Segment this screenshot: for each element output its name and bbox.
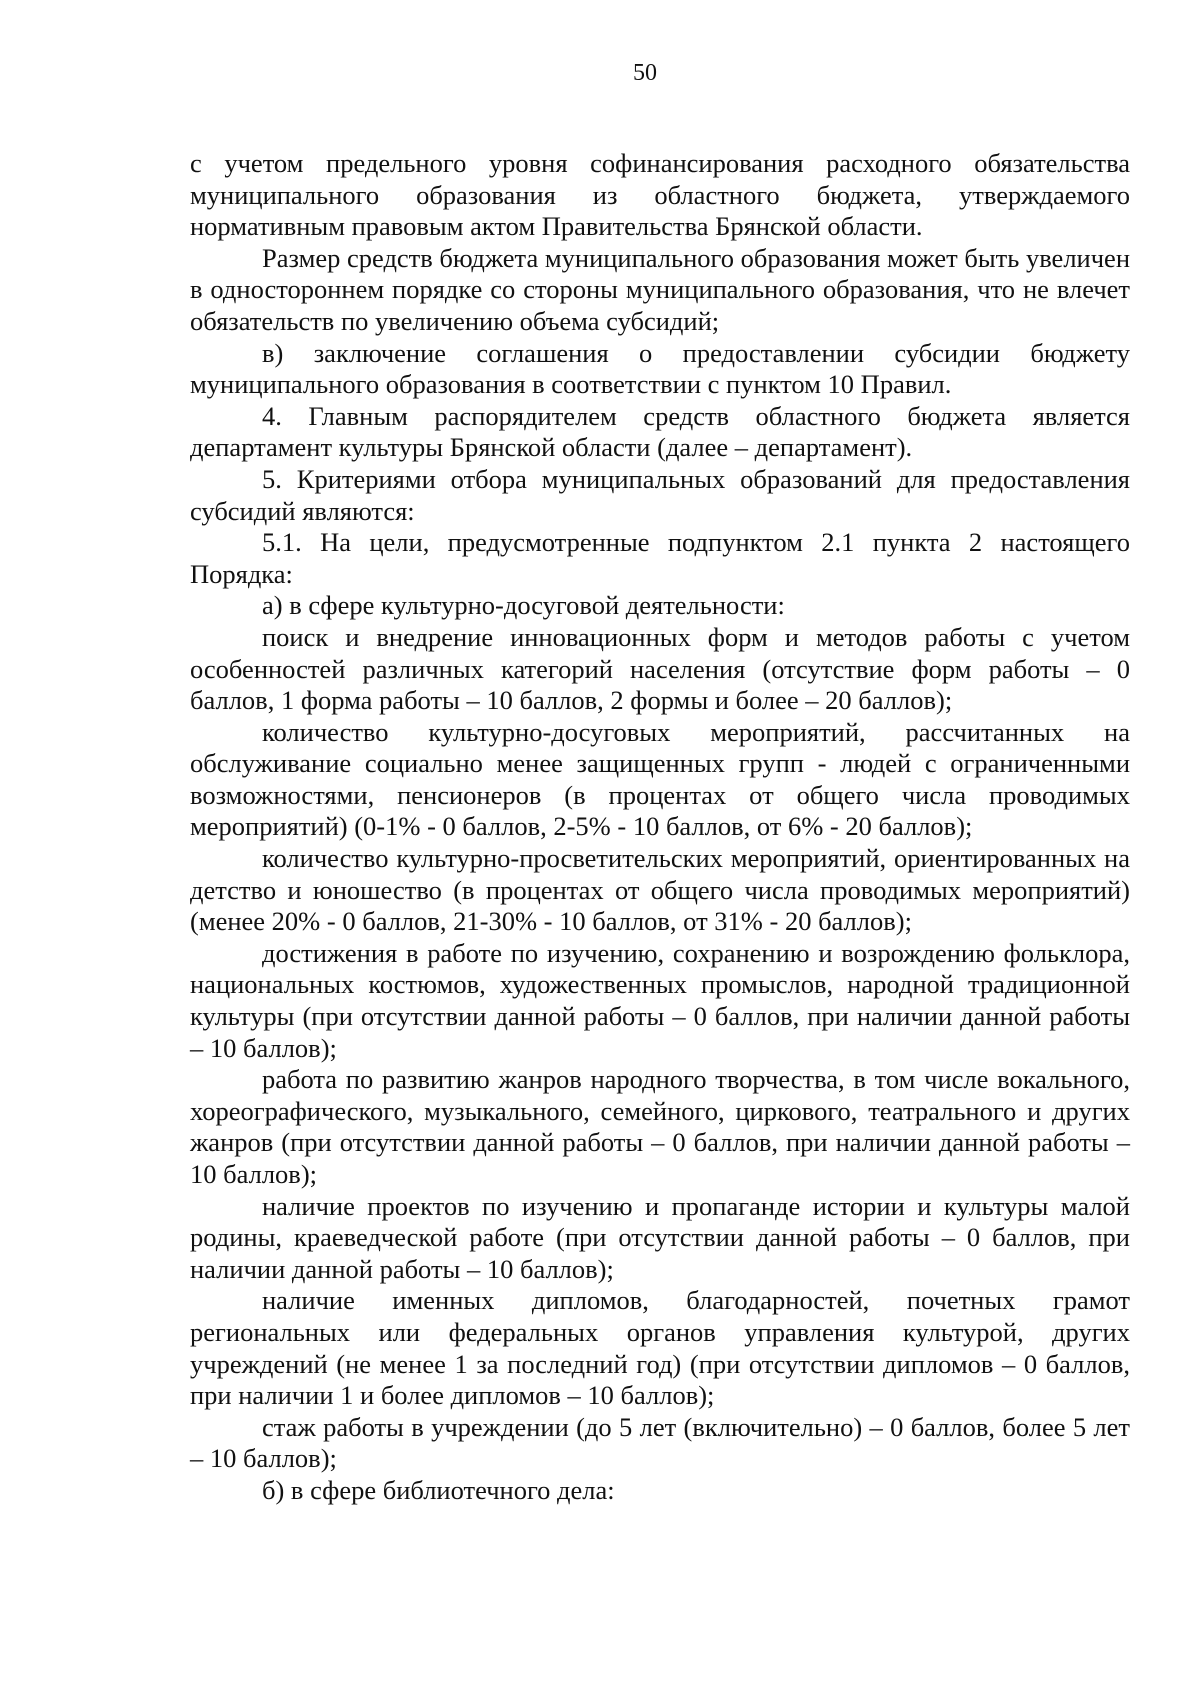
- document-body: [190, 148, 1130, 1507]
- paragraph: количество культурно-досуговых мероприятий, рассчитанных на обслуживание социально менее защищенных групп - людей с ограниченными возможностями, пенсионеров (в процентах от общего числа проводимых мероприятий) (0-1% - 0 баллов, 2-5% - 10 баллов, от 6% - 20 баллов);: [190, 716, 1130, 842]
- paragraph: наличие проектов по изучению и пропаганде истории и культуры малой родины, краеведческой работе (при отсутствии данной работы – 0 баллов, при наличии данной работы – 10 баллов);: [190, 1190, 1130, 1284]
- page-number: 50: [633, 60, 657, 86]
- paragraph: а) в сфере культурно-досуговой деятельности:: [262, 590, 785, 621]
- paragraph: количество культурно-просветительских мероприятий, ориентированных на детство и юношество (в процентах от общего числа проводимых мероприятий) (менее 20% - 0 баллов, 21-30% - 10 баллов, от 31% - 20 баллов);: [190, 843, 1130, 937]
- paragraph: б) в сфере библиотечного дела:: [262, 1474, 615, 1505]
- paragraph: работа по развитию жанров народного творчества, в том числе вокального, хореографического, музыкального, семейного, циркового, театрального и других жанров (при отсутствии данной работы – 0 баллов, при наличии данной работы – 10 баллов);: [190, 1064, 1130, 1189]
- paragraph: в) заключение соглашения о предоставлении субсидии бюджету муниципального образования в соответствии с пунктом 10 Правил.: [190, 337, 1130, 400]
- paragraph: стаж работы в учреждении (до 5 лет (включительно) – 0 баллов, более 5 лет – 10 баллов);: [190, 1411, 1130, 1474]
- paragraph: 5.1. На цели, предусмотренные подпунктом 2.1 пункта 2 настоящего Порядка:: [190, 527, 1130, 589]
- paragraph: 5. Критериями отбора муниципальных образований для предоставления субсидий являются:: [190, 463, 1130, 526]
- paragraph: достижения в работе по изучению, сохранению и возрождению фольклора, национальных костюмов, художественных промыслов, народной традиционной культуры (при отсутствии данной работы – 0 баллов, при наличии данной работы – 10 баллов);: [190, 937, 1130, 1063]
- paragraph: наличие именных дипломов, благодарностей, почетных грамот региональных или федеральных органов управления культурой, других учреждений (не менее 1 за последний год) (при отсутствии дипломов – 0 баллов, при наличии 1 и более дипломов – 10 баллов);: [190, 1285, 1130, 1411]
- paragraph: с учетом предельного уровня софинансирования расходного обязательства муниципального образования из областного бюджета, утверждаемого нормативным правовым актом Правительства Брянской области.: [190, 148, 1130, 242]
- paragraph: Размер средств бюджета муниципального образования может быть увеличен в одностороннем порядке со стороны муниципального образования, что не влечет обязательств по увеличению объема субсидий;: [190, 242, 1130, 336]
- paragraph: поиск и внедрение инновационных форм и методов работы с учетом особенностей различных категорий населения (отсутствие форм работы – 0 баллов, 1 форма работы – 10 баллов, 2 формы и более – 20 баллов);: [190, 621, 1130, 716]
- paragraph: 4. Главным распорядителем средств областного бюджета является департамент культуры Брянской области (далее – департамент).: [190, 400, 1130, 463]
